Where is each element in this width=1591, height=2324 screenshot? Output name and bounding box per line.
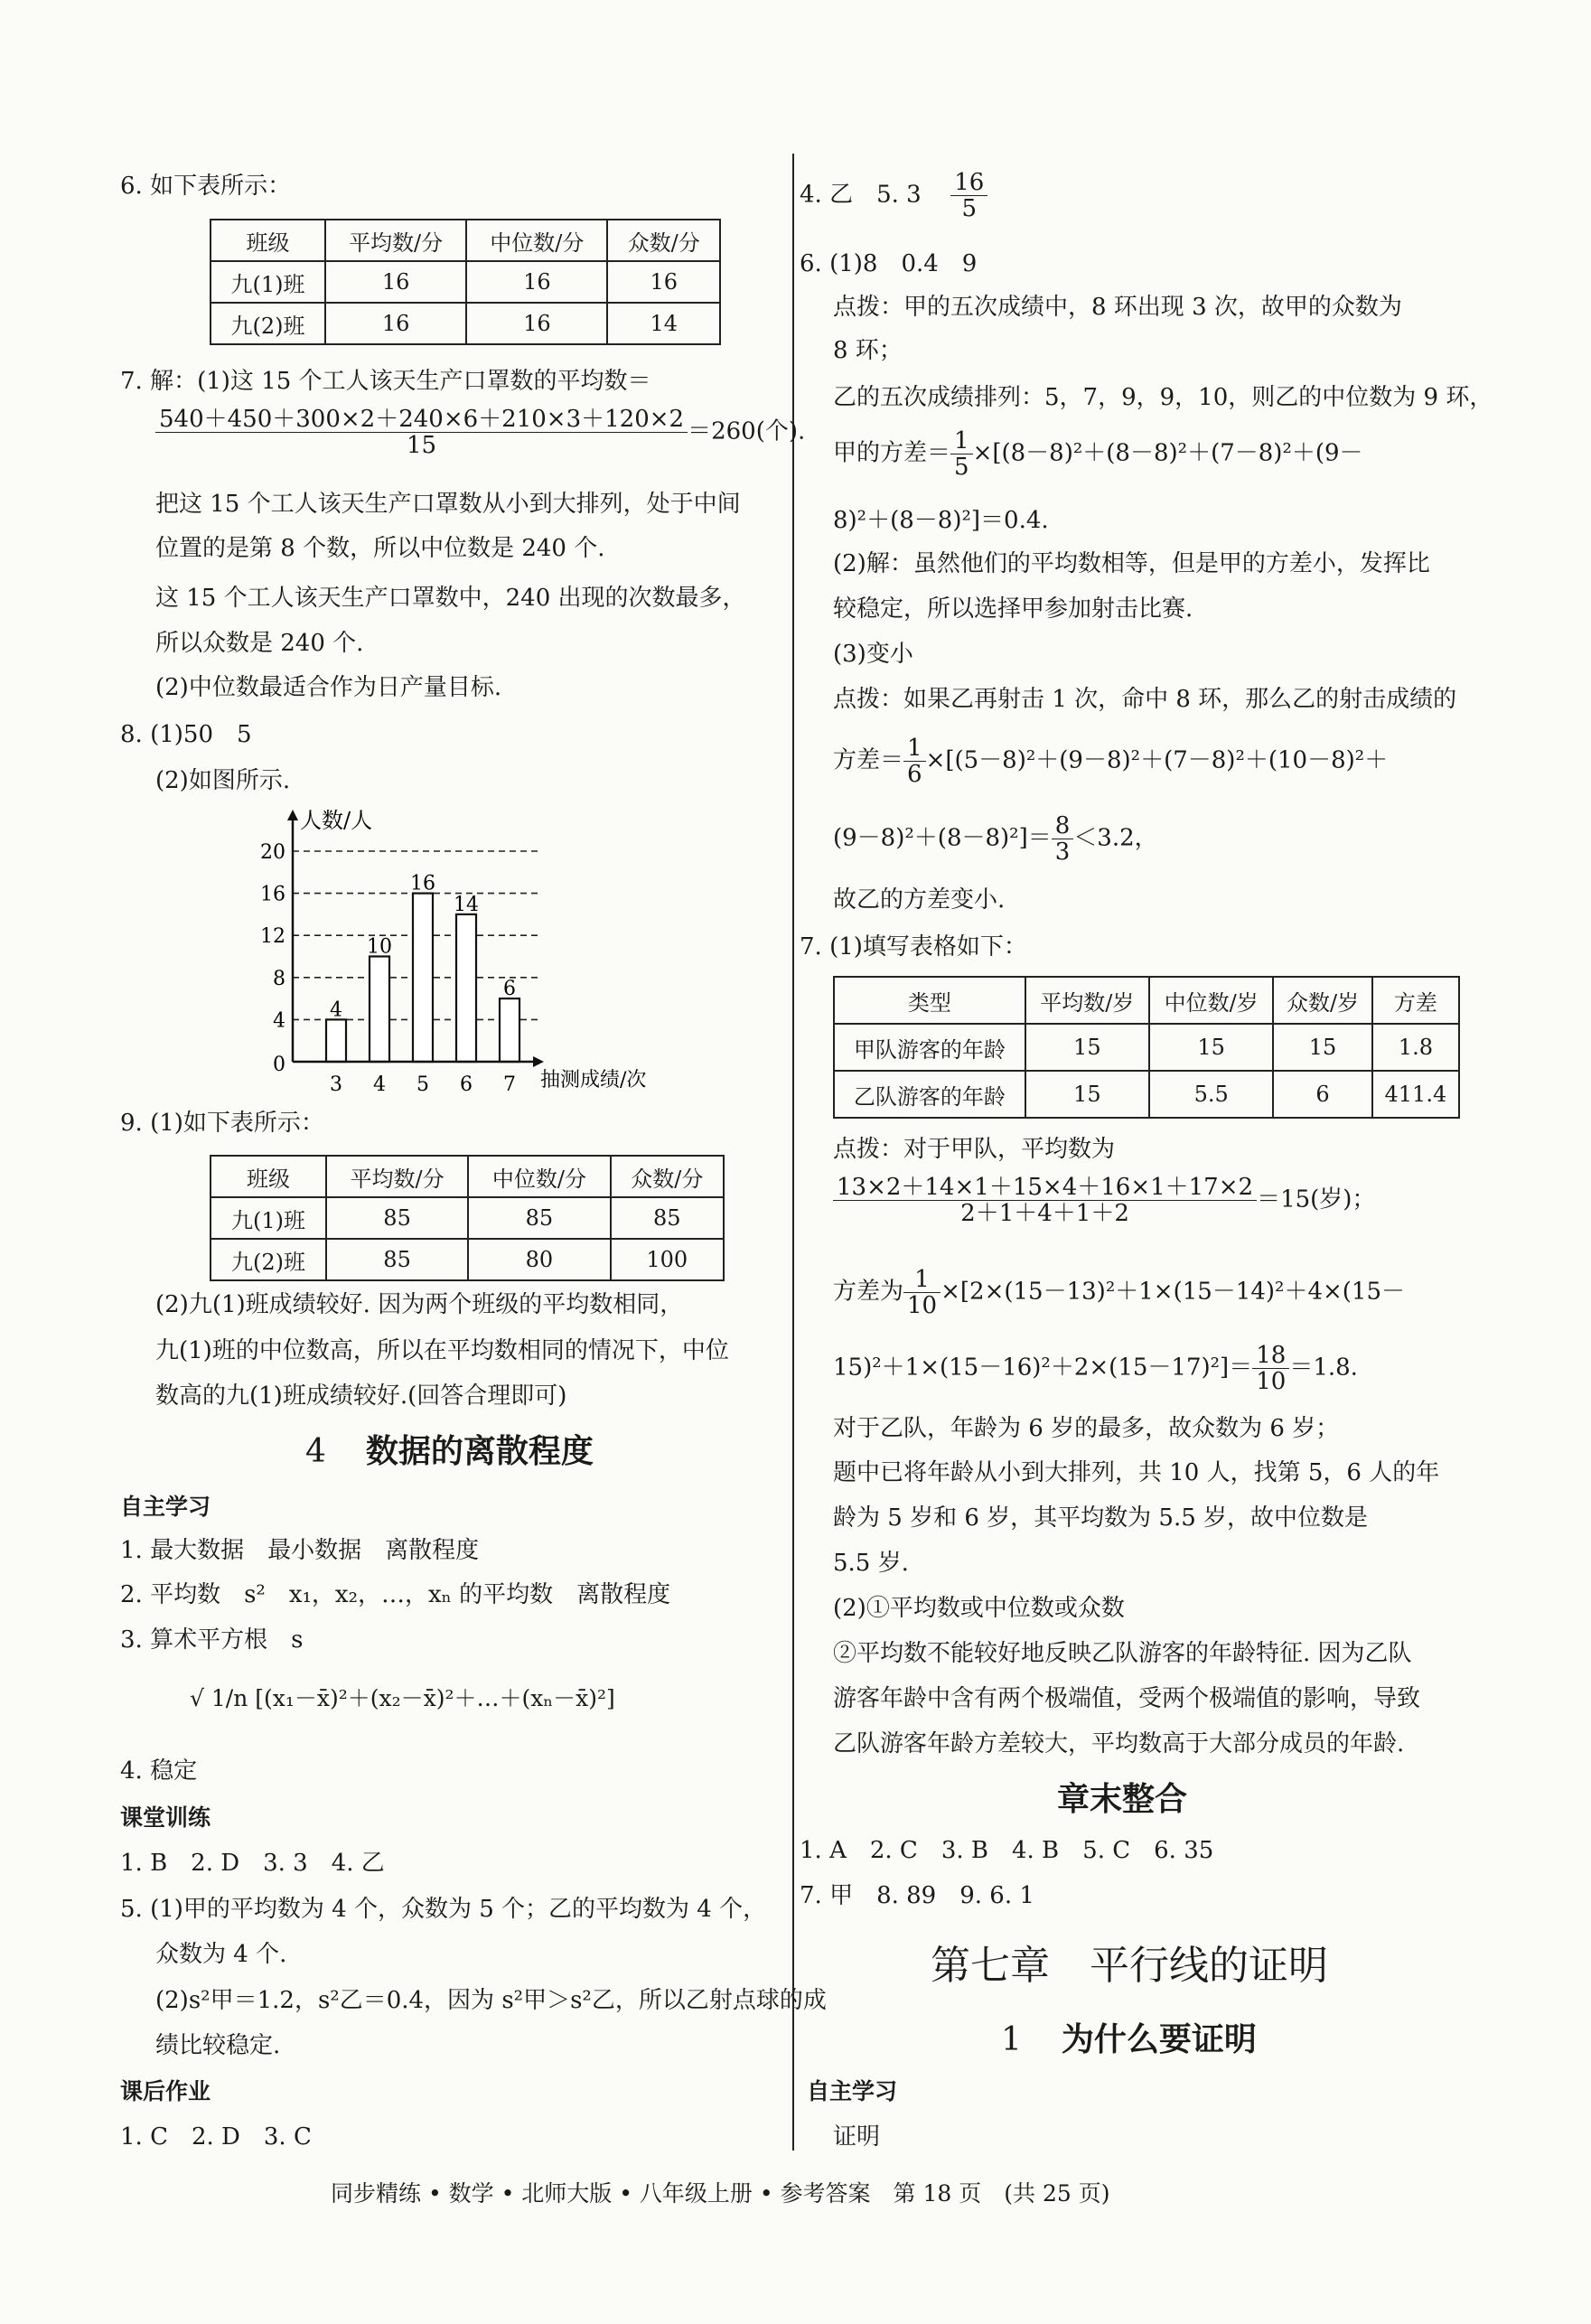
r-q7-v2b: ＝1.8. [1289,1354,1358,1382]
r-q7-p3: 题中已将年龄从小到大排列，共 10 人，找第 5，6 人的年 [833,1459,1440,1486]
r-q7-v1-den: 10 [907,1292,938,1319]
table-header: 方差 [1372,977,1459,1024]
table-cell: 九(2)班 [211,1239,326,1280]
r-q6-line13: 故乙的方差变小. [833,886,1006,914]
r-q7-intro: 7. (1)填写表格如下： [800,933,1027,961]
chart-bar [500,998,519,1062]
r-q7-p2: 对于乙队，年龄为 6 岁的最多，故众数为 6 岁； [833,1415,1340,1442]
r-q7-mean-line [833,1175,1375,1226]
r-q7-v2-den: 10 [1256,1368,1287,1395]
q7-line5: 这 15 个工人该天生产口罩数中，240 出现的次数最多， [155,585,746,612]
zhangmo-title: 章末整合 [1057,1781,1188,1818]
chart-bar [370,957,389,1063]
table-cell: 15 [1025,1071,1149,1118]
ketang-line3: 众数为 4 个. [155,1941,287,1968]
y-tick-label: 8 [273,967,285,990]
r-q6-l5-num: 1 [950,428,973,454]
r-q7-frac-18-10 [1252,1343,1289,1394]
table-cell: 15 [1025,1024,1149,1071]
r-q6-l12-num: 8 [1052,813,1074,839]
r-q6-frac-1-5 [950,428,973,480]
section-4-number: 4 [305,1433,326,1470]
q7-fraction-line [155,407,805,458]
table-cell: 九(1)班 [211,1197,326,1239]
r-q6-line11 [833,736,1388,787]
zhangmo-line1: 1. A 2. C 3. B 4. B 5. C 6. 35 [800,1837,1214,1864]
r-q7-p6: (2)①平均数或中位数或众数 [833,1595,1125,1622]
section-1-title: 为什么要证明 [1061,2021,1257,2058]
r-q7-var-line1 [833,1267,1405,1318]
table-cell: 16 [325,303,466,344]
ketang-line4: (2)s²甲＝1.2，s²乙＝0.4，因为 s²甲＞s²乙，所以乙射点球的成 [155,1987,827,2014]
table-row [211,220,720,261]
bar-chart [244,804,678,1102]
r-q6-frac-8-3 [1052,813,1074,865]
table-header: 班级 [211,1156,326,1197]
q7-result: ＝260(个). [688,417,806,445]
table-cell: 5.5 [1149,1071,1273,1118]
kehou-line1: 1. C 2. D 3. C [120,2123,312,2151]
table-cell: 甲队游客的年龄 [834,1024,1025,1071]
r-q6-line3: 8 环； [833,337,903,364]
table-cell: 15 [1273,1024,1371,1071]
table-row [211,1156,724,1197]
table-cell: 85 [611,1197,724,1239]
bar-data-label: 10 [367,935,392,959]
r-q6-line6: 8)²＋(8－8)²]＝0.4. [833,507,1049,534]
r-zizhu-line1: 证明 [833,2123,881,2151]
section-4-title: 数据的离散程度 [365,1433,594,1470]
bar-data-label: 14 [454,893,479,916]
table-header: 中位数/岁 [1149,977,1273,1024]
bar-data-label: 4 [330,998,342,1022]
y-tick-label: 4 [273,1009,285,1033]
r-q7-p9: 乙队游客年龄方差较大，平均数高于大部分成员的年龄. [833,1730,1405,1757]
r-q4-text: 4. 乙 5. 3 [800,181,922,209]
table-header: 班级 [211,220,325,261]
table-cell: 85 [326,1239,468,1280]
chart-bar [413,894,433,1062]
r-q6-l5a: 甲的方差＝ [833,439,951,467]
q9-line3: 数高的九(1)班成绩较好.(回答合理即可) [155,1382,567,1410]
r-q7-p1: 点拨：对于甲队，平均数为 [833,1136,1116,1163]
table-row [834,1071,1459,1118]
y-tick-label: 16 [260,883,285,906]
table-row [211,1239,724,1280]
chart-xlabel: 抽测成绩/次 [540,1069,647,1092]
table-header: 中位数/分 [468,1156,610,1197]
table-header: 平均数/分 [325,220,466,261]
r-q7-p8: 游客年龄中含有两个极端值，受两个极端值的影响，导致 [833,1685,1421,1712]
q9-line1: (2)九(1)班成绩较好. 因为两个班级的平均数相同， [155,1291,684,1318]
r-q6-frac-1-6 [903,736,926,787]
zhangmo-line2: 7. 甲 8. 89 9. 6. 1 [800,1882,1034,1909]
table-header: 平均数/分 [326,1156,468,1197]
r-q7-mean-den: 2＋1＋4＋1＋2 [960,1200,1129,1227]
bar-data-label: 16 [410,872,435,895]
x-tick-label: 6 [460,1073,473,1096]
table-cell: 14 [607,303,720,344]
q7-line7: (2)中位数最适合作为日产量目标. [155,674,502,701]
r-q7-frac-1-10 [903,1267,941,1318]
q7-numerator: 540＋450＋300×2＋240×6＋210×3＋120×2 [155,407,688,433]
r-q7-p4: 龄为 5 岁和 6 岁，其平均数为 5.5 岁，故中位数是 [833,1504,1369,1532]
chapter-7-title: 第七章 平行线的证明 [931,1943,1328,1989]
table-header: 众数/岁 [1273,977,1371,1024]
r-q7-p7: ②平均数不能较好地反映乙队游客的年龄特征. 因为乙队 [833,1640,1412,1667]
q8-line1: 8. (1)50 5 [120,721,252,748]
r-q7-v1a: 方差为 [833,1278,904,1306]
r-q6-line10: 点拨：如果乙再射击 1 次，命中 8 环，那么乙的射击成绩的 [833,686,1457,713]
r-q4-numerator: 16 [950,170,987,196]
r-q7-v1b: ×[2×(15－13)²＋1×(15－14)²＋4×(15－ [941,1278,1406,1306]
y-axis-arrow [287,810,298,820]
r-q6-line7: (2)解：虽然他们的平均数相等，但是甲的方差小，发挥比 [833,550,1430,577]
y-tick-label: 12 [260,925,285,949]
r-q7-mean-res: ＝15(岁)； [1257,1185,1376,1214]
q6-table [210,219,721,345]
table-cell: 15 [1149,1024,1273,1071]
x-axis-arrow [533,1056,544,1067]
table-header: 众数/分 [607,220,720,261]
table-row [211,261,720,303]
zizhu-line2: 2. 平均数 s² x₁，x₂，…，xₙ 的平均数 离散程度 [120,1581,671,1608]
r-q7-p5: 5.5 岁. [833,1550,909,1577]
r-q6-line1: 6. (1)8 0.4 9 [800,250,978,277]
r-q6-line8: 较稳定，所以选择甲参加射击比赛. [833,595,1193,623]
ketang-line1: 1. B 2. D 3. 3 4. 乙 [120,1850,385,1877]
stddev-formula: √ 1/n [(x₁－x̄)²＋(x₂－x̄)²＋…＋(xₙ－x̄)²] [190,1685,615,1711]
q9-table [210,1155,725,1281]
table-header: 平均数/岁 [1025,977,1149,1024]
table-cell: 16 [325,261,466,303]
r-q6-l5-den: 5 [954,454,969,481]
kehou-heading: 课后作业 [120,2078,211,2104]
x-tick-label: 4 [373,1073,386,1096]
section-1-heading [1001,2020,1257,2060]
r-q7-v2a: 15)²＋1×(15－16)²＋2×(15－17)²]＝ [833,1354,1253,1382]
r-q7-mean-num: 13×2＋14×1＋15×4＋16×1＋17×2 [833,1175,1257,1201]
r-q4-line [800,170,987,221]
ketang-line2: 5. (1)甲的平均数为 4 个，众数为 5 个；乙的平均数为 4 个， [120,1896,767,1923]
r-q6-l12a: (9－8)²＋(8－8)²]＝ [833,824,1052,852]
section-1-number: 1 [1001,2021,1022,2058]
x-tick-label: 3 [330,1073,342,1096]
table-cell: 100 [611,1239,724,1280]
table-row [211,1197,724,1239]
r-q6-l11b: ×[(5－8)²＋(9－8)²＋(7－8)²＋(10－8)²＋ [925,746,1389,774]
table-header: 类型 [834,977,1025,1024]
y-tick-label: 20 [260,841,285,864]
q8-line2: (2)如图所示. [155,767,291,794]
table-header: 众数/分 [611,1156,724,1197]
r-q4-fraction [950,170,987,221]
q7-line6: 所以众数是 240 个. [155,630,364,657]
r-q6-l12b: ＜3.2， [1073,824,1158,852]
table-row [834,1024,1459,1071]
zizhu-line4: 4. 稳定 [120,1757,198,1785]
table-cell: 6 [1273,1071,1371,1118]
table-cell: 85 [326,1197,468,1239]
chart-ylabel: 人数/人 [300,808,373,833]
table-cell: 16 [466,303,607,344]
r-q6-l11-den: 6 [907,761,922,788]
q7-line1: 7. 解：(1)这 15 个工人该天生产口罩数的平均数＝ [120,368,651,395]
r-q6-line12 [833,813,1158,865]
page-footer: 同步精练 • 数学 • 北师大版 • 八年级上册 • 参考答案 第 18 页 (共 25 页) [331,2180,1110,2207]
table-cell: 九(2)班 [211,303,325,344]
table-row [834,977,1459,1024]
r-q6-l12-den: 3 [1054,839,1071,866]
chart-bar [456,914,476,1062]
r-zizhu-heading: 自主学习 [807,2078,898,2104]
zizhu-heading: 自主学习 [120,1494,211,1520]
r-q7-mean-fraction [833,1175,1257,1226]
zizhu-line3: 3. 算术平方根 s [120,1626,304,1654]
section-4-heading [305,1432,594,1472]
q7-denominator: 15 [406,432,437,459]
x-tick-label: 7 [503,1073,516,1096]
chart-bar [326,1019,346,1062]
table-cell: 85 [468,1197,610,1239]
r-q7-v2-num: 18 [1252,1343,1289,1369]
r-q7-v1-num: 1 [903,1267,941,1293]
table-row [211,303,720,344]
r-q6-line2: 点拨：甲的五次成绩中，8 环出现 3 次，故甲的众数为 [833,294,1402,321]
y-tick-label: 0 [273,1054,285,1076]
r-q6-l11a: 方差＝ [833,746,904,774]
r-q6-line4: 乙的五次成绩排列：5，7，9，9，10，则乙的中位数为 9 环， [833,384,1493,411]
table-cell: 411.4 [1372,1071,1459,1118]
table-cell: 16 [607,261,720,303]
q7-line3: 把这 15 个工人该天生产口罩数从小到大排列，处于中间 [155,491,741,518]
r-q7-table [833,976,1460,1119]
table-cell: 80 [468,1239,610,1280]
ketang-line5: 绩比较稳定. [155,2032,281,2059]
r-q6-l5b: ×[(8－8)²＋(8－8)²＋(7－8)²＋(9－ [972,439,1363,467]
r-q7-var-line2 [833,1343,1358,1394]
x-tick-label: 5 [416,1073,429,1096]
q7-fraction [155,407,688,458]
table-cell: 1.8 [1372,1024,1459,1071]
q9-intro: 9. (1)如下表所示： [120,1110,324,1137]
r-q6-l11-num: 1 [903,736,926,762]
table-cell: 乙队游客的年龄 [834,1071,1025,1118]
bar-data-label: 6 [503,978,516,1001]
q9-line2: 九(1)班的中位数高，所以在平均数相同的情况下，中位 [155,1337,729,1364]
table-cell: 16 [466,261,607,303]
r-q4-denominator: 5 [961,195,978,222]
q6-intro: 6. 如下表所示： [120,173,292,200]
r-q6-line5 [833,428,1363,480]
q7-line4: 位置的是第 8 个数，所以中位数是 240 个. [155,535,605,562]
ketang-heading: 课堂训练 [120,1804,211,1831]
r-q6-line9: (3)变小 [833,641,913,668]
zizhu-line1: 1. 最大数据 最小数据 离散程度 [120,1537,480,1564]
table-cell: 九(1)班 [211,261,325,303]
table-header: 中位数/分 [466,220,607,261]
